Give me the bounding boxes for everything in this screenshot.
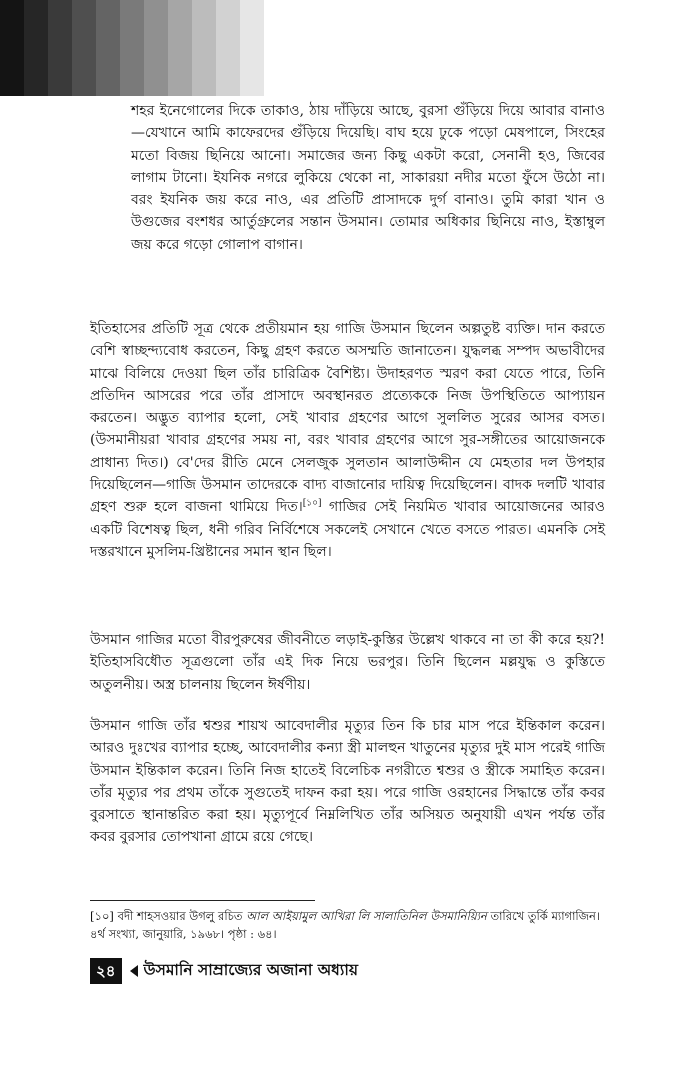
page-number: ২৪ — [90, 958, 122, 984]
block-quote: শহর ইনেগোলের দিকে তাকাও, ঠায় দাঁড়িয়ে আছে, বুরসা গুঁড়িয়ে দিয়ে আবার বানাও—যেখানে আমি কাফেরদের গুঁড়িয়ে দিয়েছি। বাঘ হয়ে ঢুকে পড়ো মেষপালে, সিংহের মতো বিজয় ছিনিয়ে আনো। সমাজের জন্য কিছু একটা করো, সেনানী হও, জিবের লাগাম টানো। ইযনিক নগরে লুকিয়ে থেকো না, সাকারয়া নদীর মতো ফুঁসে উঠো না। বরং ইযনিক জয় করে নাও, এর প্রতিটি প্রাসাদকে দুর্গ বানাও। তুমি কারা খান ও উগুজের বংশধর আর্তুগ্রুলের সন্তান উসমান। তোমার অধিকার ছিনিয়ে নাও, ইস্তাম্বুল জয় করে গড়ো গোলাপ বাগান। — [131, 103, 605, 253]
paragraph-text: গাজির সেই নিয়মিত খাবার আয়োজনের আরও একটি বিশেষত্ব ছিল, ধনী গরিব নির্বিশেষে সকলেই সেখানে খেতে বসতে পারত। এমনকি সেই দস্তরখানে মুসলিম-খ্রিষ্টানের সমান স্থান ছিল। — [90, 499, 605, 560]
footnote — [90, 907, 605, 943]
gradient-swatch — [168, 0, 192, 96]
gradient-swatch — [240, 0, 264, 96]
gradient-swatch — [96, 0, 120, 96]
gradient-swatch — [72, 0, 96, 96]
running-book-title: উসমানি সাম্রাজ্যের অজানা অধ্যায় — [143, 961, 358, 979]
body-paragraph — [90, 318, 605, 563]
footnote-text: বদী শাহসওয়ার উগলু রচিত — [113, 909, 247, 923]
footnote-divider — [90, 900, 315, 901]
body-paragraph: উসমান গাজি তাঁর শ্বশুর শায়খ আবেদালীর মৃত্যুর তিন কি চার মাস পরে ইন্তিকাল করেন। আরও দুঃখের ব্যাপার হচ্ছে, আবেদালীর কন্যা স্ত্রী মালহুন খাতুনের মৃত্যুর দুই মাস পরেই গাজি উসমান ইন্তিকাল করেন। তিনি নিজ হাতেই বিলেচিক নগরীতে শ্বশুর ও স্ত্রীকে সমাহিত করেন। তাঁর মৃত্যুর পর প্রথম তাঁকে সুগুতেই দাফন করা হয়। পরে গাজি ওরহানের সিদ্ধান্তে তাঁর কবর বুরসাতে স্থানান্তরিত করা হয়। মৃত্যুপূর্বে নিম্নলিখিত তাঁর অসিয়ত অনুযায়ী এখন পর্যন্ত তাঁর কবর বুরসার তোপখানা গ্রামে রয়ে গেছে। — [90, 718, 605, 846]
paragraph-text: ইতিহাসের প্রতিটি সূত্র থেকে প্রতীয়মান হয় গাজি উসমান ছিলেন অল্পতুষ্ট ব্যক্তি। দান করতে বেশি স্বাচ্ছন্দ্যবোধ করতেন, কিছু গ্রহণ করতে অসম্মতি জানাতেন। যুদ্ধলব্ধ সম্পদ অভাবীদের মাঝে বিলিয়ে দেওয়া ছিল তাঁর চারিত্রিক বৈশিষ্ট্য। উদাহরণত স্মরণ করা যেতে পারে, তিনি প্রতিদিন আসরের পরে তাঁর প্রাসাদে অবস্থানরত প্রত্যেককে নিজ উপস্থিতিতে আপ্যায়ন করতেন। অদ্ভুত ব্যাপার হলো, সেই খাবার গ্রহণের আগে সুললিত সুরের আসর বসত। (উসমানীয়রা খাবার গ্রহণের সময় না, বরং খাবার গ্রহণের আগে সুর-সঙ্গীতের আয়োজনকে প্রাধান্য দিত।) বে'দের রীতি মেনে সেলজুক সুলতান আলাউদ্দীন যে মেহতার দল উপহার দিয়েছিলেন—গাজি উসমান তাদেরকে বাদ্য বাজানোর দায়িত্ব দিয়েছিলেন। বাদক দলটি খাবার গ্রহণ শুরু হলে বাজনা থামিয়ে দিত। — [90, 321, 605, 516]
footnote-reference[interactable]: [১০] — [302, 498, 322, 509]
header-gradient-bar — [0, 0, 264, 96]
page-footer — [90, 956, 358, 986]
footnote-number: [১০] — [90, 909, 114, 923]
gradient-swatch — [120, 0, 144, 96]
gradient-swatch — [216, 0, 240, 96]
footnote-book-title: আল আইয়ামুল আখিরা লি সালাতিনিল উসমানিয়্যিন — [246, 909, 487, 923]
gradient-swatch — [24, 0, 48, 96]
gradient-swatch — [144, 0, 168, 96]
body-paragraph: উসমান গাজির মতো বীরপুরুষের জীবনীতে লড়াই-কুস্তির উল্লেখ থাকবে না তা কী করে হয়?! ইতিহাসবিধৌত সূত্রগুলো তাঁর এই দিক নিয়ে ভরপুর। তিনি ছিলেন মল্লযুদ্ধ ও কুস্তিতে অতুলনীয়। অস্ত্র চালনায় ছিলেন ঈর্ষণীয়। — [90, 632, 605, 693]
footnote-text: তারিখে তুর্কি ম্যাগাজিন। ৪র্থ সংখ্যা, জানুয়ারি, ১৯৬৮। পৃষ্ঠা : ৬৪। — [90, 909, 600, 941]
gradient-swatch — [192, 0, 216, 96]
gradient-swatch — [0, 0, 24, 96]
gradient-swatch — [48, 0, 72, 96]
left-triangle-icon — [130, 965, 138, 977]
